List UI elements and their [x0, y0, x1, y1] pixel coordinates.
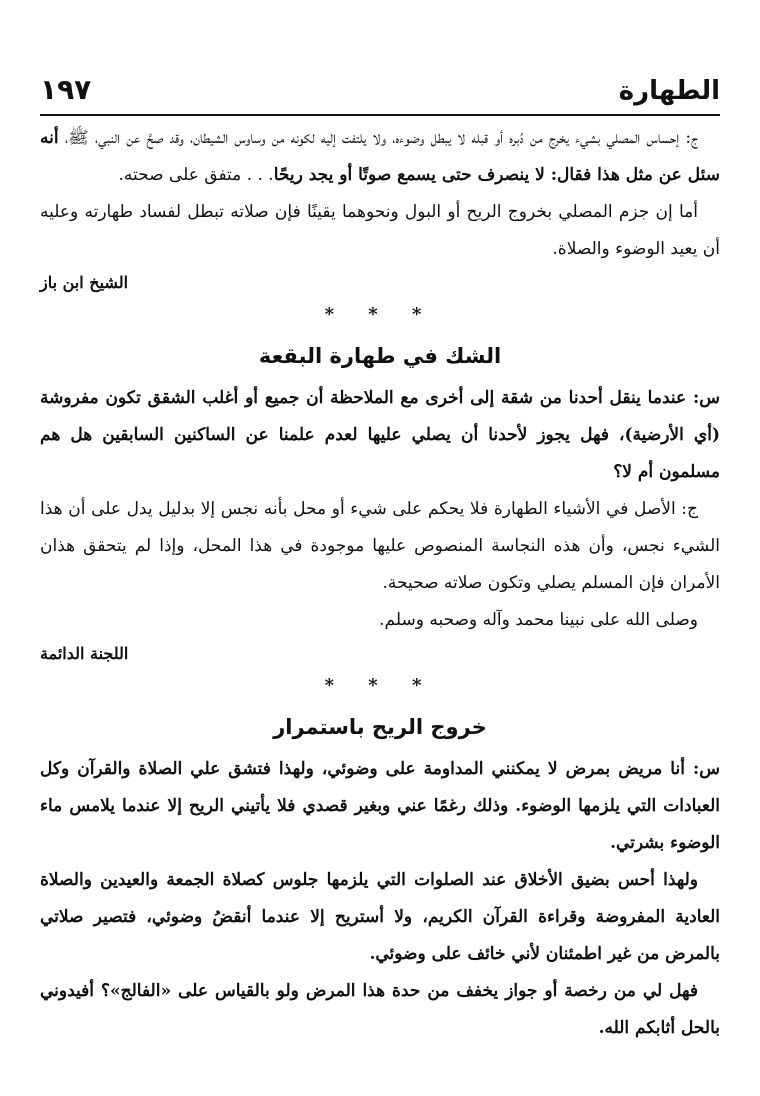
- question-paragraph-3: ولهذا أحس بضيق الأخلاق عند الصلوات التي يلزمها جلوس كصلاة الجمعة والعيدين والصلاة العادية المفروضة وقراءة القرآن الكريم، ولا أستريح إلا عندما أنقضُ وضوئي، فتصير صلاتي بالمرض من غير اطمئنان لأني خائف على وضوئي.: [40, 870, 720, 964]
- question-paragraph: س: عندما ينقل أحدنا من شقة إلى أخرى مع الملاحظة أن جميع أو أغلب الشقق تكون مفروشة (أي الأرضية)، فهل يجوز لأحدنا أن يصلي عليها لعدم علمنا عن الساكنين السابقين هل هم مسلمون أم لا؟: [40, 388, 720, 482]
- answer-paragraph: [40, 120, 720, 194]
- page-header: [40, 66, 720, 106]
- question-paragraph-4: فهل لي من رخصة أو جواز يخفف من حدة هذا المرض ولو بالقياس على «الفالج»؟ أفيدوني بالحل أثابكم الله.: [40, 981, 720, 1038]
- answer-paragraph-2: أما إن جزم المصلي بخروج الريح أو البول ونحوهما يقينًا فإن صلاته تبطل لفساد طهارته وعليه أن يعيد الوضوء والصلاة.: [40, 202, 720, 259]
- separator-stars-2: * * *: [324, 675, 436, 696]
- hadith-quote: أنه سئل عن مثل هذا فقال: لا ينصرف حتى يسمع صوتًا أو يجد ريحًا: [40, 128, 720, 185]
- separator-stars: * * *: [324, 304, 436, 325]
- answer-text: ج: إحساس المصلي بشيء يخرج من دُبره أو قبله لا يبطل وضوءه، ولا يلتفت إليه لكونه من وساوس الشيطان، وقد صحَّ عن النبي، ﷺ،: [58, 128, 698, 148]
- hadith-tail: . . . متفق على صحته.: [118, 165, 274, 185]
- running-title: الطهارة: [618, 76, 720, 106]
- question-paragraph-2: س: أنا مريض بمرض لا يمكنني المداومة على وضوئي، ولهذا فتشق علي الصلاة والقرآن وكل العبادات التي يلزمها الوضوء. وذلك رغمًا عني وبغير قصدي فلا يأتيني الريح إلا عندما يلامس ماء الوضوء بشرتي.: [40, 759, 720, 853]
- page-number: ١٩٧: [40, 73, 92, 106]
- section-heading-continuous-wind: خروج الريح باستمرار: [273, 715, 487, 739]
- header-rule: [40, 114, 720, 116]
- signature-ibn-baz: الشيخ ابن باز: [40, 273, 129, 292]
- closing-prayer: وصلى الله على نبينا محمد وآله وصحبه وسلم.: [379, 610, 698, 630]
- page-body: [40, 120, 720, 1047]
- section-heading-impurity-doubt: الشك في طهارة البقعة: [258, 344, 502, 368]
- signature-committee: اللجنة الدائمة: [40, 644, 129, 663]
- answer-paragraph-3: ج: الأصل في الأشياء الطهارة فلا يحكم على شيء أو محل بأنه نجس إلا بدليل يدل على أن هذا الشيء نجس، وأن هذه النجاسة المنصوص عليها موجودة في هذا المحل، وإذا لم يتحقق هذان الأمران فإن المسلم يصلي وتكون صلاته صحيحة.: [40, 499, 720, 593]
